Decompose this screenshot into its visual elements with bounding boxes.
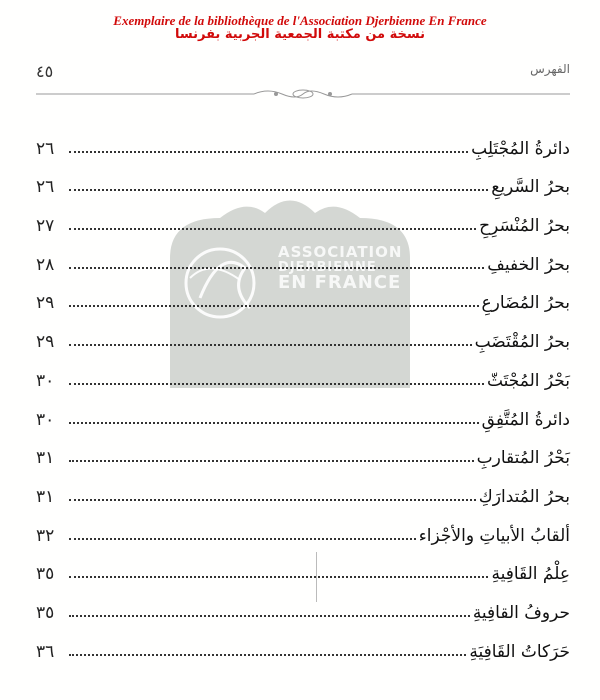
toc-leader-dots	[69, 499, 476, 501]
toc-leader-dots	[69, 422, 479, 424]
library-stamp	[0, 14, 600, 41]
page-number: ٤٥	[36, 62, 54, 81]
watermark-line-3: EN FRANCE	[278, 272, 402, 294]
toc-page-number: ٢٧	[36, 216, 55, 237]
toc-leader-dots	[69, 538, 416, 540]
toc-entry[interactable]	[36, 509, 570, 548]
toc-page-number: ٣٠	[36, 370, 55, 391]
toc-title: بحرُ السَّريعِ	[491, 177, 570, 198]
ornamental-divider	[36, 88, 570, 100]
toc-entry[interactable]	[36, 161, 570, 200]
toc-title: دائرةُ المُجْتَلِبِ	[471, 138, 570, 159]
table-of-contents	[36, 122, 570, 664]
watermark-line-1: ASSOCIATION	[278, 243, 403, 261]
toc-title: بحرُ الخفيفِ	[487, 254, 570, 275]
toc-title: بحرُ المُضَارعِ	[481, 293, 570, 314]
toc-entry[interactable]	[36, 470, 570, 509]
toc-title: بحرُ المُتدارَكِ	[478, 486, 570, 507]
toc-entry[interactable]	[36, 548, 570, 587]
toc-entry[interactable]	[36, 238, 570, 277]
toc-entry[interactable]	[36, 199, 570, 238]
toc-leader-dots	[69, 460, 474, 462]
toc-entry[interactable]	[36, 432, 570, 471]
library-stamp-french: Exemplaire de la bibliothèque de l'Association Djerbienne En France	[113, 13, 487, 28]
toc-page-number: ٣٥	[36, 564, 55, 585]
watermark-line-2: DJERBIENNE	[278, 259, 377, 275]
toc-page-number: ٢٦	[36, 138, 55, 159]
library-stamp-arabic: نسخة من مكتبة الجمعية الجربية بفرنسا	[175, 26, 425, 42]
toc-leader-dots	[69, 267, 484, 269]
toc-page-number: ٣٢	[36, 525, 55, 546]
toc-entry[interactable]	[36, 586, 570, 625]
toc-leader-dots	[69, 151, 468, 153]
toc-leader-dots	[69, 228, 476, 230]
section-title: الفهرس	[530, 62, 570, 76]
toc-leader-dots	[69, 576, 488, 578]
toc-title: دائرةُ المُتَّفِقِ	[481, 409, 570, 430]
toc-leader-dots	[69, 654, 466, 656]
toc-page-number: ٢٩	[36, 293, 55, 314]
toc-page-number: ٣٥	[36, 602, 55, 623]
toc-leader-dots	[69, 305, 479, 307]
toc-title: حروفُ القافِيةِ	[472, 602, 570, 623]
toc-leader-dots	[69, 383, 484, 385]
toc-title: عِلْمُ القَافِيةِ	[491, 564, 570, 585]
toc-title: ألقابُ الأبياتِ والأجْزاء	[418, 525, 570, 546]
toc-entry[interactable]	[36, 315, 570, 354]
toc-title: بَحْرُ المُجْتَثّ	[486, 370, 570, 391]
page-crease	[316, 552, 317, 602]
toc-leader-dots	[69, 615, 470, 617]
toc-entry[interactable]	[36, 393, 570, 432]
toc-page-number: ٢٩	[36, 332, 55, 353]
toc-page-number: ٢٦	[36, 177, 55, 198]
toc-page-number: ٣٦	[36, 641, 55, 662]
toc-entry[interactable]	[36, 122, 570, 161]
toc-page-number: ٣١	[36, 448, 55, 469]
toc-entry[interactable]	[36, 277, 570, 316]
toc-entry[interactable]	[36, 625, 570, 664]
toc-title: بَحْرُ المُتقاربِ	[476, 448, 570, 469]
running-head	[36, 62, 570, 86]
toc-title: بحرُ المُنْسَرِحِ	[479, 216, 570, 237]
toc-leader-dots	[69, 344, 472, 346]
toc-title: بحرُ المُقْتَضَبِ	[474, 332, 570, 353]
toc-title: حَرَكاتُ القَافِيَةِ	[469, 641, 570, 662]
toc-page-number: ٢٨	[36, 254, 55, 275]
toc-leader-dots	[69, 189, 488, 191]
toc-page-number: ٣١	[36, 486, 55, 507]
toc-entry[interactable]	[36, 354, 570, 393]
toc-page-number: ٣٠	[36, 409, 55, 430]
